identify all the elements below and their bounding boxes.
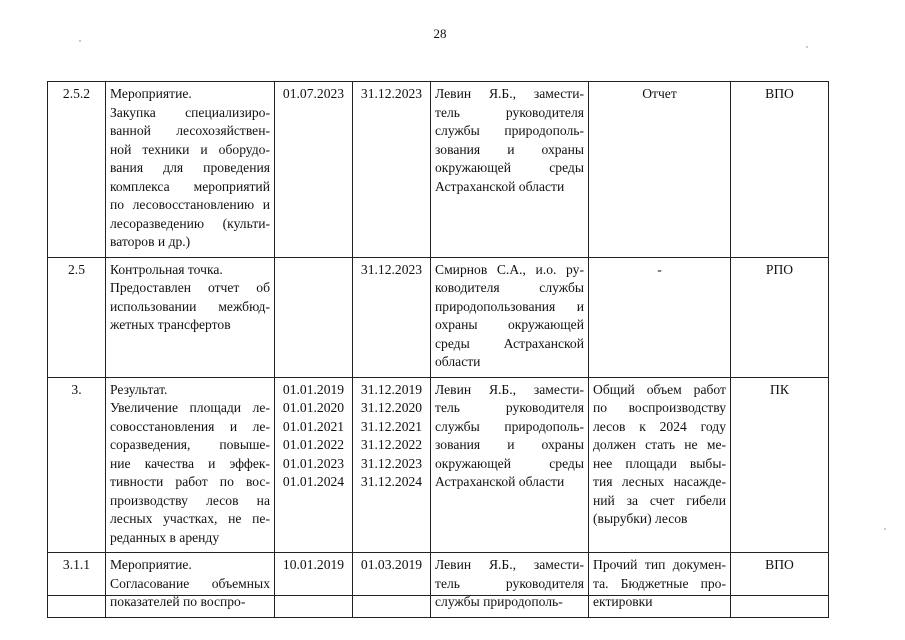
result-line: ектировки: [593, 594, 653, 609]
result-line: -: [657, 261, 662, 277]
activity-description-line: реданных в аренду: [110, 529, 220, 545]
responsible-line: Астраханской области: [435, 178, 565, 194]
control-level-code: ВПО: [731, 82, 829, 258]
responsible-line: тель руководителя: [435, 400, 584, 415]
responsible-line: зования и охраны: [435, 437, 584, 452]
responsible-line: зования и охраны: [435, 141, 584, 157]
document-table-container: [47, 81, 828, 609]
responsible-person: [431, 553, 589, 618]
end-date-cell: [353, 82, 431, 258]
result-line: по воспроизводству: [593, 400, 726, 415]
responsible-line: ководителя службы: [435, 280, 584, 295]
activity-description-line: ной техники и оборудо-: [110, 141, 270, 157]
responsible-line: тель руководителя: [435, 104, 584, 120]
activity-description-line: лесоразведению (культи-: [110, 215, 270, 231]
scan-speck: [806, 46, 808, 48]
responsible-line: природопользования и: [435, 298, 584, 314]
responsible-line: Астраханской области: [435, 474, 565, 489]
end-date-cell: [353, 257, 431, 377]
table-row: [48, 553, 829, 618]
table-row: [48, 257, 829, 377]
end-date: 31.12.2024: [360, 474, 423, 489]
activity-description: [106, 377, 275, 553]
start-date-cell: [275, 257, 353, 377]
activity-title: Мероприятие.: [110, 557, 192, 572]
scan-speck: [79, 40, 81, 42]
activity-description: [106, 553, 275, 618]
end-date: 31.12.2022: [360, 437, 423, 452]
row-number: 2.5: [48, 257, 106, 377]
end-date: 31.12.2023: [360, 86, 423, 101]
responsible-line: области: [435, 354, 481, 369]
table-body: [48, 82, 829, 618]
start-date: 01.01.2020: [282, 400, 345, 415]
row-number: 3.: [48, 377, 106, 553]
result-line: тия лесных насажде-: [593, 474, 726, 489]
end-date: 31.12.2023: [360, 455, 423, 471]
control-level-code: ВПО: [731, 553, 829, 618]
responsible-person: [431, 377, 589, 553]
activity-description-line: комплекса мероприятий: [110, 178, 270, 194]
activity-description-line: Предоставлен отчет об: [110, 280, 270, 295]
result-line: Общий объем работ: [593, 381, 726, 397]
activity-description-line: лесных участках, не пе-: [110, 511, 270, 526]
activity-description-line: показателей по воспро-: [110, 594, 246, 609]
start-date: 01.01.2022: [282, 437, 345, 452]
page-number: 28: [433, 26, 447, 41]
end-date-cell: [353, 377, 431, 553]
start-date: 01.01.2024: [282, 474, 345, 489]
table-row: [48, 377, 829, 553]
start-date: 01.01.2019: [282, 381, 345, 397]
result-line: лесов к 2024 году: [593, 418, 726, 434]
start-date: 01.01.2021: [282, 418, 345, 434]
end-date: 31.12.2019: [360, 381, 423, 397]
row-number: 3.1.1: [48, 553, 106, 618]
responsible-line: Левин Я.Б., замести-: [435, 557, 584, 572]
table-row: [48, 82, 829, 258]
responsible-person: [431, 257, 589, 377]
activity-description: [106, 257, 275, 377]
result-line: нее площади выбы-: [593, 455, 726, 471]
result-document: [589, 553, 731, 618]
responsible-line: охраны окружающей: [435, 317, 584, 332]
result-document: [589, 377, 731, 553]
start-date-cell: [275, 377, 353, 553]
document-table: [47, 81, 829, 618]
control-level-code: РПО: [731, 257, 829, 377]
result-line: Отчет: [642, 86, 677, 101]
activity-title: Результат.: [110, 381, 168, 397]
activity-description-line: ванной лесохозяйствен-: [110, 123, 270, 138]
end-date: 31.12.2023: [360, 261, 423, 277]
activity-description-line: ваторов и др.): [110, 234, 191, 249]
result-line: должен стать не ме-: [593, 437, 726, 452]
activity-description-line: вания для проведения: [110, 160, 270, 175]
end-date: 01.03.2019: [360, 557, 423, 572]
start-date-cell: [275, 553, 353, 618]
result-line: Прочий тип докумен-: [593, 557, 726, 572]
result-line: (вырубки) лесов: [593, 511, 688, 526]
activity-description-line: Увеличение площади ле-: [110, 400, 270, 415]
activity-description-line: ние качества и эффек-: [110, 455, 270, 471]
activity-description-line: тивности работ по вос-: [110, 474, 270, 489]
scan-speck: [884, 528, 886, 530]
end-date-cell: [353, 553, 431, 618]
responsible-person: [431, 82, 589, 258]
end-date: 31.12.2020: [360, 400, 423, 415]
result-line: ний за счет гибели: [593, 492, 726, 508]
start-date: 01.01.2023: [282, 455, 345, 471]
activity-description-line: Закупка специализиро-: [110, 104, 270, 120]
activity-description-line: жетных трансфертов: [110, 317, 231, 332]
start-date-cell: [275, 82, 353, 258]
activity-description-line: использовании межбюд-: [110, 298, 270, 314]
activity-description-line: совосстановления и ле-: [110, 418, 270, 434]
end-date: 31.12.2021: [360, 418, 423, 434]
result-line: та. Бюджетные про-: [593, 575, 726, 591]
activity-description: [106, 82, 275, 258]
responsible-line: службы природополь-: [435, 123, 584, 138]
row-number: 2.5.2: [48, 82, 106, 258]
responsible-line: окружающей среды: [435, 455, 584, 471]
control-level-code: ПК: [731, 377, 829, 553]
result-document: [589, 257, 731, 377]
start-date: 10.01.2019: [282, 557, 345, 572]
responsible-line: Смирнов С.А., и.о. ру-: [435, 261, 584, 277]
responsible-line: Левин Я.Б., замести-: [435, 381, 584, 397]
responsible-line: Левин Я.Б., замести-: [435, 86, 584, 101]
activity-title: Мероприятие.: [110, 86, 192, 101]
activity-description-line: соразведения, повыше-: [110, 437, 270, 452]
result-document: [589, 82, 731, 258]
activity-description-line: по лесовосстановлению и: [110, 197, 270, 212]
activity-description-line: Согласование объемных: [110, 575, 270, 591]
responsible-line: службы природополь-: [435, 418, 584, 434]
activity-title: Контрольная точка.: [110, 261, 223, 277]
responsible-line: тель руководителя: [435, 575, 584, 591]
start-date: 01.07.2023: [282, 86, 345, 101]
responsible-line: среды Астраханской: [435, 335, 584, 351]
responsible-line: окружающей среды: [435, 160, 584, 175]
activity-description-line: производству лесов на: [110, 492, 270, 508]
responsible-line: службы природополь-: [435, 594, 563, 609]
